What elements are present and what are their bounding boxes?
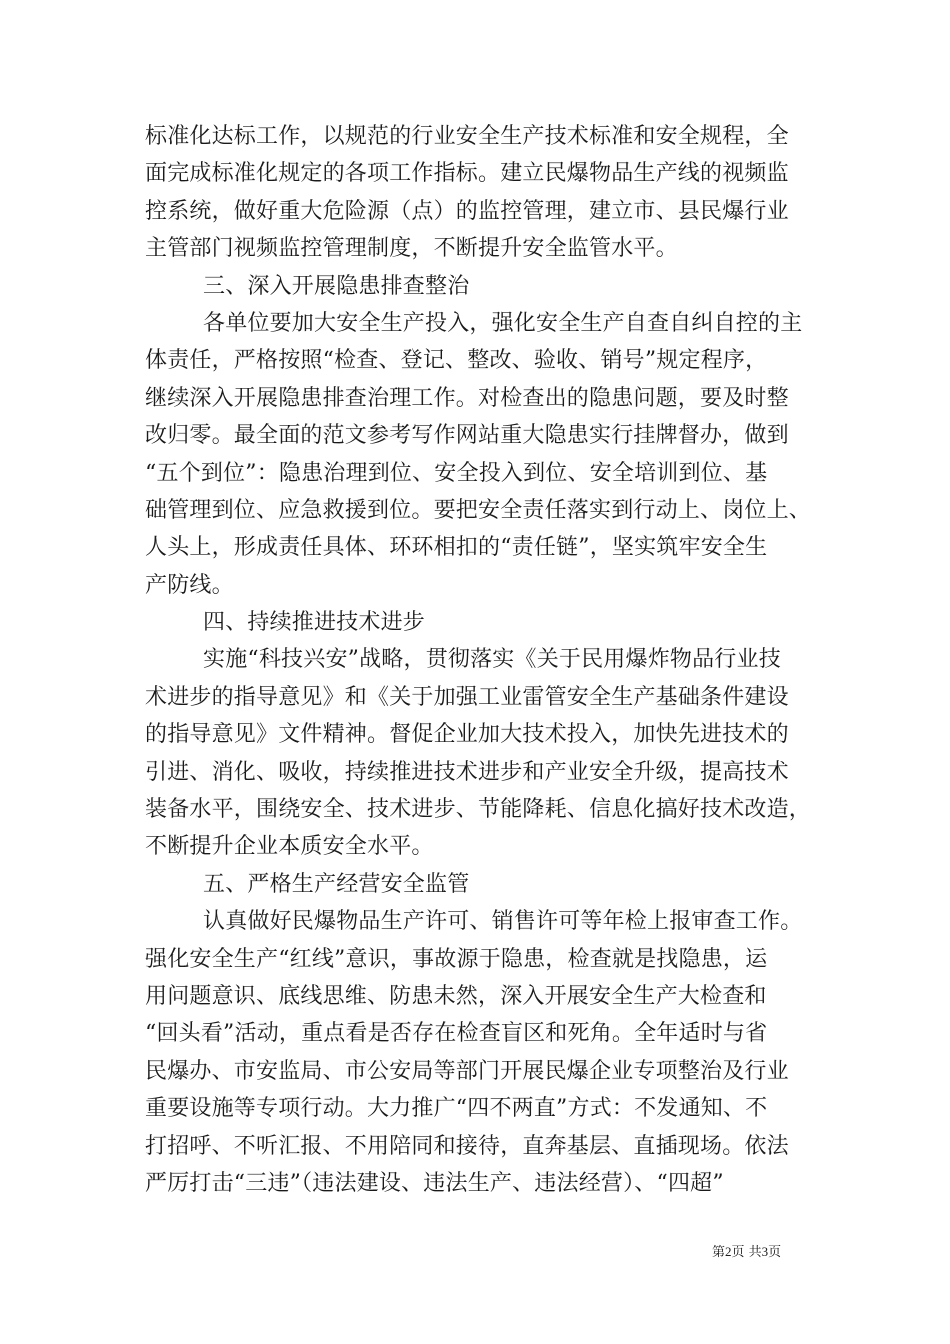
- total-page-number: 3: [761, 1244, 769, 1259]
- text-line: 的指导意见》文件精神。督促企业加大技术投入，加快先进技术的: [145, 722, 789, 748]
- text-line: “五个到位”：隐患治理到位、安全投入到位、安全培训到位、基: [145, 460, 768, 486]
- section-heading: 五、严格生产经营安全监管: [203, 871, 470, 897]
- text-line: 产防线。: [145, 572, 234, 598]
- section-heading: 三、深入开展隐患排查整治: [203, 273, 470, 299]
- text-line: 引进、消化、吸收，持续推进技术进步和产业安全升级，提高技术: [145, 759, 789, 785]
- text-line: 础管理到位、应急救援到位。要把安全责任落实到行动上、岗位上、: [145, 497, 812, 523]
- text-line: 实施“科技兴安”战略，贯彻落实《关于民用爆炸物品行业技: [203, 647, 781, 673]
- text-line: 强化安全生产“红线”意识，事故源于隐患，检查就是找隐患，运: [145, 946, 768, 972]
- text-line: 打招呼、不听汇报、不用陪同和接待，直奔基层、直插现场。依法: [145, 1133, 789, 1159]
- page-footer: [712, 1244, 781, 1261]
- text-line: 面完成标准化规定的各项工作指标。建立民爆物品生产线的视频监: [145, 161, 789, 187]
- text-line: “回头看”活动，重点看是否存在检查盲区和死角。全年适时与省: [145, 1021, 768, 1047]
- text-line: 主管部门视频监控管理制度，不断提升安全监管水平。: [145, 236, 678, 262]
- footer-prefix: 第: [712, 1245, 726, 1260]
- footer-suffix: 页: [768, 1245, 782, 1260]
- text-line: 体责任，严格按照“检查、登记、整改、验收、销号”规定程序，: [145, 348, 768, 374]
- footer-middle: 页 共: [731, 1245, 762, 1260]
- text-line: 认真做好民爆物品生产许可、销售许可等年检上报审查工作。: [203, 909, 803, 935]
- text-line: 不断提升企业本质安全水平。: [145, 834, 434, 860]
- text-line: 标准化达标工作，以规范的行业安全生产技术标准和安全规程，全: [145, 124, 789, 149]
- text-line: 民爆办、市安监局、市公安局等部门开展民爆企业专项整治及行业: [145, 1058, 789, 1084]
- text-line: 人头上，形成责任具体、环环相扣的“责任链”，坚实筑牢安全生: [145, 535, 768, 561]
- text-line: 重要设施等专项行动。大力推广“四不两直”方式：不发通知、不: [145, 1096, 768, 1122]
- text-line: 改归零。最全面的范文参考写作网站重大隐患实行挂牌督办，做到: [145, 423, 789, 449]
- document-body: [145, 118, 815, 1202]
- text-line: 装备水平，围绕安全、技术进步、节能降耗、信息化搞好技术改造，: [145, 797, 812, 823]
- text-line: 术进步的指导意见》和《关于加强工业雷管安全生产基础条件建设: [145, 684, 789, 710]
- text-line: 用问题意识、底线思维、防患未然，深入开展安全生产大检查和: [145, 983, 767, 1009]
- text-line: 各单位要加大安全生产投入，强化安全生产自查自纠自控的主: [203, 310, 803, 336]
- current-page-number: 2: [725, 1244, 732, 1259]
- text-line: 继续深入开展隐患排查治理工作。对检查出的隐患问题，要及时整: [145, 385, 789, 411]
- text-line: 控系统，做好重大危险源（点）的监控管理，建立市、县民爆行业: [145, 198, 789, 224]
- text-line: 严厉打击“三违”（违法建设、违法生产、违法经营）、“四超”: [145, 1170, 724, 1196]
- section-heading: 四、持续推进技术进步: [203, 610, 426, 636]
